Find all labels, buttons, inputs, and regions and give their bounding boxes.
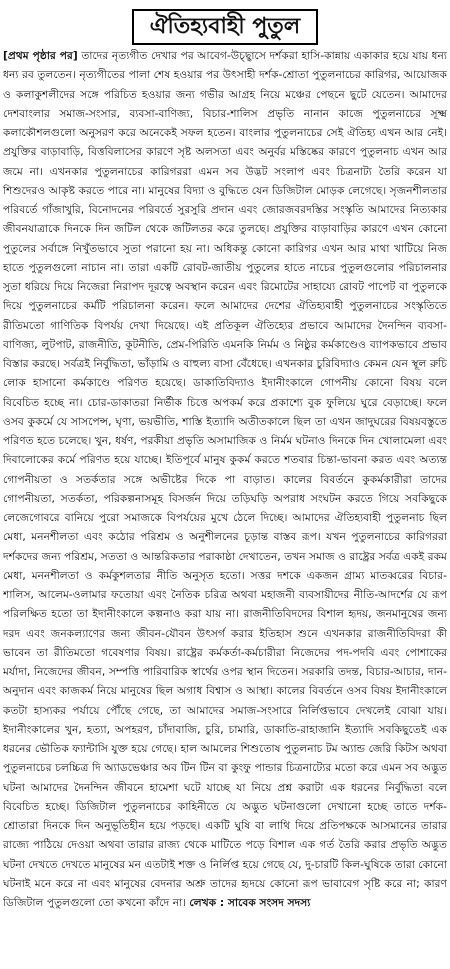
- article-title: ঐতিহ্যবাহী পুতুল: [132, 9, 318, 45]
- title-container: [0, 9, 450, 45]
- continued-from-front-page-label: [প্রথম পৃষ্ঠার পর]: [3, 49, 78, 62]
- article-body: [3, 46, 447, 964]
- author-credit: লেখক : সাবেক সংসদ সদস্য: [189, 896, 311, 909]
- article-text: তাদের নৃত্যগীত দেখার পর আবেগ-উচ্ছ্বাসে দর্শকরা হাসি-কান্নায় একাকার হয়ে যায় ধন্য ধন্য রব তুলতেন। নৃত্যগীতের পালা শেষ হওয়ার পর উৎসাহী দর্শক-শ্রোতা পুতুলনাচের কারিগর, আয়োজক ও কলাকুশলীদের সঙ্গে পরিচিত হওয়ার জন্য গভীর আগ্রহ নিয়ে মঞ্চের পেছনে ছুটে যেতেন। আমাদের দেশবাংলার সমাজ-সংসার, ব্যবসা-বাণিজ্য, বিচার-শালিস প্রভৃতি নানান কাজে পুতুলনাচের সূক্ষ্ম কলাকৌশলগুলো অনুসরণ করে অনেকেই সফল হতেন। বাংলার পুতুলনাচের সেই ঐতিহ্য এখন আর নেই। প্রযুক্তির বাড়াবাড়ি, বিত্তবিলাসের কারণে সৃষ্ট অলসতা এবং অনুর্বর মস্তিষ্কের কারণে পুতুলনাচ এখন আর জমে না। এখনকার পুতুলনাচের কারিগররা এমন সব উদ্ভট সংলাপ এবং চিত্রনাট্য তৈরি করেন যা শিশুদেরও আকৃষ্ট করতে পারে না। মানুষের বিদ্যা ও বুদ্ধিতে যেন ডিজিটাল মোড়ক লেগেছে। সৃজনশীলতার পরিবর্তে গাঁজাখুরি, বিনোদনের পরিবর্তে সুরসুরি প্রদান এবং জোরজবরদস্তির সংস্কৃতি আমাদের নিত্যকার জীবনযাত্রাকে দিনকে দিন জটিল থেকে জটিলতর করে তুলছে। প্রযুক্তির বাড়াবাড়ির কারণে এখন কোনো পুতুলের সর্বাঙ্গে নিখুঁতভাবে সুতা পরানো হয় না। অধিকন্তু কোনো কারিগর এখন আর মাথা খাটিয়ে নিজ হাতে পুতুলগুলো নাচান না। তারা একটি রোবট-জাতীয় পুতুলের হাতে নাচের পুতুলগুলোর পরিচালনার সুতা ধরিয়ে দিয়ে নিজেরা নিরাপদ দূরত্বে অবস্থান করেন এবং রিমোটের সাহায্যে রোবট পাপেট বা পুতুলকে দিয়ে পুতুলনাচের কর্মটি পরিচালনা করেন। ফলে আমাদের দেশের ঐতিহ্যবাহী পুতুলনাচের সংস্কৃতিতে রীতিমতো গাণিতিক বিপর্যয় দেখা দিয়েছে। এই প্রতিকূল ঐতিহ্যের প্রভাবে আমাদের দৈনন্দিন ব্যবসা-বাণিজ্য, লুটপাট, রাজনীতি, কূটনীতি, প্রেম-পিরিতি এমনকি নির্মম ও নিষ্ঠুর কর্মকাণ্ডেও ব্যাপকভাবে প্রভাব বিস্তার করছে। সর্বত্রই নির্বুদ্ধিতা, ভাঁড়ামি ও বাহুল্য বাসা বেঁধেছে। এখনকার চুরিবিদ্যাও কেমন যেন স্থূল রুচি লোক হাসানো কর্মকাণ্ডে পরিণত হয়েছে। ডাকাতিবিদ্যাও ইদানীংকালে গোপনীয় কোনো বিষয় বলে বিবেচিত হচ্ছে না। চোর-ডাকাতরা নির্ভীক চিত্তে অপকর্ম করে প্রকাশ্যে বুক ফুলিয়ে ঘুরে বেড়াচ্ছে। ফলে ওসব কুকর্মে যে সাসপেন্স, ঘৃণা, ভয়ভীতি, শাস্তি ইত্যাদি অতীতকালে ছিল তা এখন জাদুঘরের বিষয়বস্তুতে পরিণত হতে চলেছে। খুন, ধর্ষণ, পরকীয়া প্রভৃতি অসামাজিক ও নির্মম ঘটনাও দিনকে দিন খোলামেলা এবং দিবালোকের কর্মে পরিণত হয়ে যাচ্ছে। ইতিপূর্বে মানুষ কুকর্ম করতে শতবার চিন্তা-ভাবনা করত এবং অত্যন্ত গোপনীয়তা ও সতর্কতার সঙ্গে অভীষ্টের দিকে পা বাড়াত। কালের বিবর্তনে কুকর্মকারীরা তাদের গোপনীয়তা, সতর্কতা, পরিকল্পনাসমূহ বিসর্জন দিয়ে তড়িঘড়ি অপরাধ সংঘটন করতে গিয়ে সবকিছুকে লেজেগোবরে বানিয়ে পুরো সমাজকে বিপর্যয়ের মুখে ঠেলে দিচ্ছে। আমাদের ঐতিহ্যবাহী পুতুলনাচ ছিল মেধা, মননশীলতা এবং কঠোর পরিশ্রম ও অনুশীলনের চূড়ান্ত বাস্তব রূপ। যখন পুতুলনাচের কারিগররা দর্শকদের জন্য পরিশ্রম, সততা ও আন্তরিকতার পরাকাষ্ঠা দেখাতেন, তখন সমাজ ও রাষ্ট্রের সর্বত্র একই রকম মেধা, মননশীলতা ও কর্মকুশলতার নীতি অনুসৃত হতো। সত্তর দশকে একজন গ্রাম্য মাতব্বরের বিচার-শালিস, আলেম-ওলামার ফতোয়া এবং নৈতিক চরিত্র অথবা মহাজনী ব্যবসায়ীদের নীতি-আদর্শের যে রূপ পরিলক্ষিত হতো তা ইদানীংকালে কল্পনাও করা যায় না। রাজনীতিবিদদের বিশাল হৃদয়, জনমানুষের জন্য দরদ এবং জনকল্যাণের জন্য জীবন-যৌবন উৎসর্গ করার ইতিহাস শুনে এখনকার রাজনীতিবিদরা কী ভাবেন তা রীতিমতো গবেষণার বিষয়। রাষ্ট্রের কর্মকর্তা-কর্মচারীরা নিজেদের পদ-পদবি এবং পোশাকের মর্যাদা, নিজেদের জীবন, সম্পত্তি পারিবারিক স্বার্থের ওপর স্থান দিতেন। সরকারি তদন্ত, বিচার-আচার, দান-অনুদান এবং কাজকর্ম নিয়ে মানুষের ছিল অগাধ বিশ্বাস ও আস্থা। কালের বিবর্তনে ওসব বিষয় ইদানীংকালে কতটা হাস্যকর পর্যায়ে পৌঁছে গেছে, তা আমাদের সমাজ-সংসারে নির্লিপ্তভাবে দেখলেই বোঝা যায়। ইদানীংকালের খুন, হত্যা, অপহরণ, চাঁদাবাজি, চুরি, চামারি, ডাকাতি-রাহাজানি ইত্যাদি সবকিছুতেই এক ধরনের ভৌতিক ফ্যান্টাসি যুক্ত হয়ে গেছে। হাল আমলের শিশুতোষ পুতুলনাচ টম অ্যান্ড জেরি কিটস অথবা পুতুলনাচের চলচ্চিত্র দি অ্যাডভেঞ্চার অব টিন টিন বা কুংফু পান্ডার চিত্রনাট্যের মতো করে এমন সব অদ্ভুত ঘটনা আমাদের দৈনন্দিন জীবনে হামেশা ঘটে যাচ্ছে যা নিয়ে প্রশ্ন করাটা এক ধরনের নির্বুদ্ধিতা বলে বিবেচিত হচ্ছে। ডিজিটাল পুতুলনাচের কাহিনীতে যে অদ্ভুত ঘটনাগুলো দেখানো হচ্ছে তাতে দর্শক-শ্রোতারা দিনকে দিন অনুভূতিহীন হয়ে পড়ছে। একটি ঘুষি বা লাথি দিয়ে প্রতিপক্ষকে আসমানের তারার রাজ্যে পাঠিয়ে দেওয়া অথবা তারার রাজ্য থেকে মাটিতে পড়ে বিশাল এক গর্ত তৈরি করার প্রভৃতি অদ্ভুত ঘটনা দেখতে দেখতে মানুষের মন এতটাই শক্ত ও নির্লিপ্ত হয়ে গেছে যে, দু-চারটি কিল-ঘুষিকে তারা কোনো ঘটনাই মনে করে না এবং মানুষের বেদনার অশ্রু তাদের হৃদয়ে কোনো রূপ ভাবাবেগ সৃষ্টি করে না; কারণ ডিজিটাল পুতুলগুলো তো কখনো কাঁদে না।: [3, 49, 447, 909]
- article-paragraph: [3, 46, 447, 912]
